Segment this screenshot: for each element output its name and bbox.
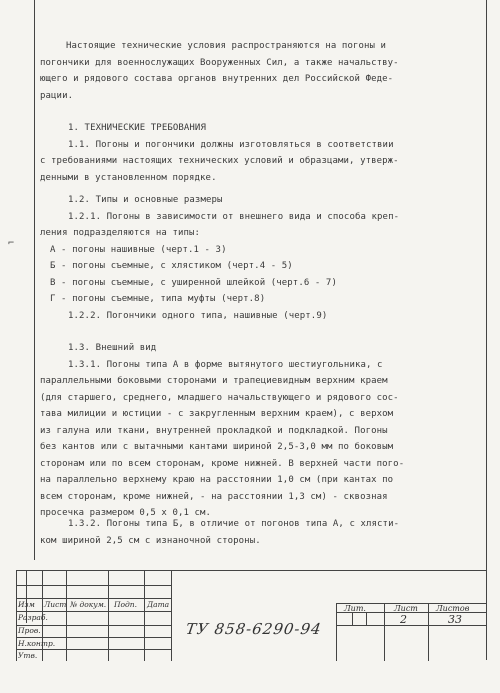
paragraph-line: параллельными боковыми сторонами и трапециевидным верхним краем — [40, 376, 388, 386]
paragraph-line: сторонам или по всем сторонам, кроме нижней. В верхней части пого- — [40, 458, 405, 469]
paragraph-line: на параллельно верхнему краю на расстоянии 1,0 см (при кантах по — [40, 475, 394, 485]
intro-line: Настоящие технические условия распространяются на погоны и — [66, 41, 387, 51]
lit-label: Лит. — [344, 604, 366, 613]
paragraph-line: 1.1. Погоны и погончики должны изготовляться в соответствии — [68, 139, 394, 150]
col-data: Дата — [147, 600, 170, 609]
paragraph-line: (для старшего, среднего, младшего начальствующего и рядового сос- — [40, 392, 399, 403]
paragraph-line: 1.2.1. Погоны в зависимости от внешнего вида и способа креп- — [68, 211, 400, 222]
col-list: Лист — [44, 600, 67, 609]
title-block — [16, 570, 486, 661]
intro-line: погончики для военнослужащих Вооруженных Сил, а также начальству- — [40, 57, 399, 68]
paragraph-line: 1.2.2. Погончики одного типа, нашивные (черт.9) — [68, 310, 328, 321]
margin-mark: ⌐ — [8, 238, 15, 249]
type-item: Б - погоны съемные, с хлястиком (черт.4 - 5) — [50, 261, 293, 271]
row-nkontr: Н.контр. — [18, 639, 56, 648]
sheet-value: 2 — [400, 613, 407, 626]
intro-line: ющего и рядового состава органов внутренних дел Российской Феде- — [40, 74, 394, 84]
sheets-label: Листов — [436, 604, 470, 613]
paragraph-line: денными в установленном порядке. — [40, 172, 217, 183]
paragraph-line: тава милиции и юстиции - с закругленным верхним краем), с верхом — [40, 409, 394, 419]
paragraph-line: из галуна или ткани, внутренней прокладкой и подкладкой. Погоны — [40, 425, 388, 436]
type-item: В - погоны съемные, с уширенной шлейкой (черт.6 - 7) — [50, 277, 337, 288]
paragraph-line: с требованиями настоящих технических условий и образцами, утверж- — [40, 156, 399, 166]
intro-paragraph — [40, 38, 478, 104]
section-heading: 1.2. Типы и основные размеры — [68, 195, 223, 205]
paragraph-line: 1.3.1. Погоны типа А в форме вытянутого шестиугольника, с — [68, 359, 383, 370]
paragraph-line: ком шириной 2,5 см с изнаночной стороны. — [40, 535, 261, 546]
paragraph-line: 1.3.2. Погоны типа Б, в отличие от погонов типа А, с хлясти- — [68, 519, 400, 529]
sheet-label: Лист — [394, 604, 418, 613]
intro-line: рации. — [40, 90, 74, 101]
type-item: Г - погоны съемные, типа муфты (черт.8) — [50, 294, 266, 304]
row-razrab: Разраб. — [18, 613, 48, 622]
paragraph-line: ления подразделяются на типы: — [40, 228, 201, 238]
section-heading: 1. ТЕХНИЧЕСКИЕ ТРЕБОВАНИЯ — [68, 123, 206, 133]
section-heading: 1.3. Внешний вид — [68, 343, 157, 353]
section-1-3-2 — [40, 516, 478, 549]
paragraph-line: просечка размером 0,5 х 0,1 см. — [40, 508, 212, 518]
section-1-3 — [40, 340, 478, 522]
section-1-2 — [40, 192, 478, 324]
row-utv: Утв. — [18, 651, 38, 660]
row-prov: Пров. — [18, 626, 41, 635]
paragraph-line: всем сторонам, кроме нижней, - на расстоянии 1,3 см) - сквозная — [40, 491, 388, 502]
type-item: А - погоны нашивные (черт.1 - 3) — [50, 244, 227, 255]
col-izm: Изм — [18, 600, 35, 609]
section-1 — [40, 120, 478, 186]
frame-right-border — [486, 0, 487, 660]
paragraph-line: без кантов или с вытачными кантами шириной 2,5-3,0 мм по боковым — [40, 442, 394, 452]
frame-left-border — [34, 0, 35, 560]
col-podp: Подп. — [114, 600, 138, 609]
sheets-value: 33 — [448, 613, 462, 626]
col-doc: № докум. — [70, 600, 107, 609]
document-code: ТУ 858-6290-94 — [184, 620, 323, 638]
